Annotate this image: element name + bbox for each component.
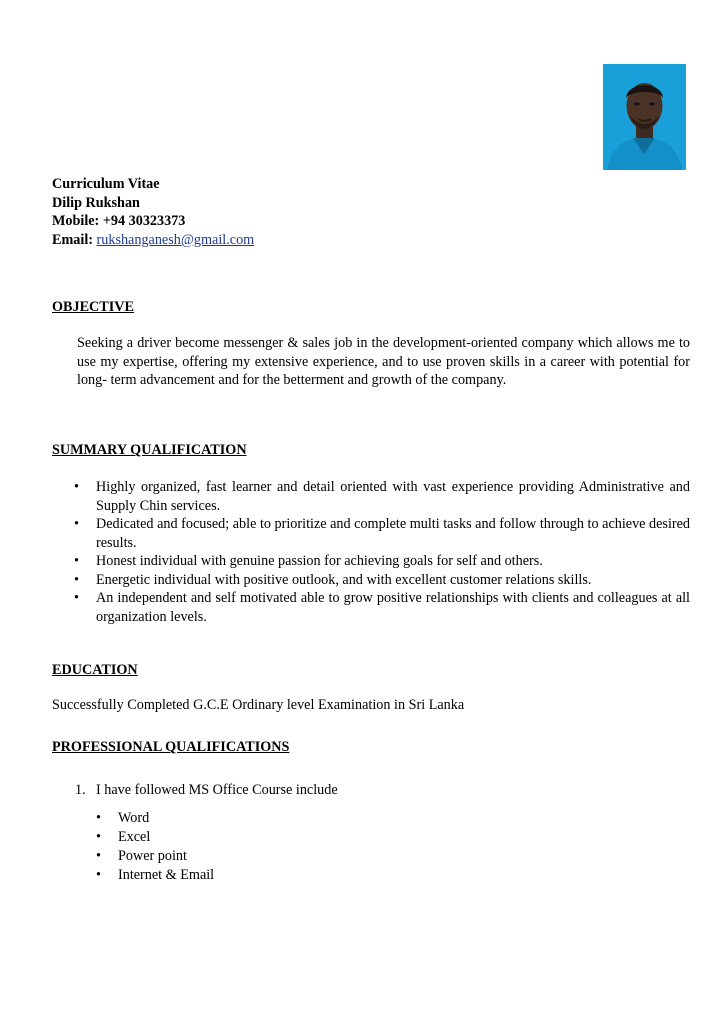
bullet-icon: • bbox=[74, 553, 79, 569]
profile-photo bbox=[603, 64, 686, 170]
education-heading: EDUCATION bbox=[52, 662, 138, 678]
list-item: • Internet & Email bbox=[96, 867, 215, 883]
list-item: • Honest individual with genuine passion for achieving goals for self and others. bbox=[74, 553, 543, 569]
document-title: Curriculum Vitae bbox=[52, 176, 160, 192]
list-item: • Excel bbox=[96, 829, 151, 845]
email-line bbox=[52, 231, 254, 250]
list-item: • An independent and self motivated able to grow positive relationships with clients and colleagues at all organization levels. bbox=[74, 590, 690, 625]
bullet-icon: • bbox=[74, 516, 79, 532]
list-item: • Highly organized, fast learner and detail oriented with vast experience providing Administrative and Supply Chin services. bbox=[74, 479, 690, 514]
numbered-item bbox=[75, 781, 338, 800]
bullet-icon: • bbox=[96, 867, 101, 883]
list-item: • Word bbox=[96, 810, 150, 826]
summary-heading: SUMMARY QUALIFICATION bbox=[52, 442, 247, 458]
objective-text: Seeking a driver become messenger & sales job in the development-oriented company which allows me to use my expertise, offering my extensive experience, and to use proven skills in a career with potential for long- term advancement and for the betterment and growth of the company. bbox=[77, 335, 690, 388]
bullet-icon: • bbox=[96, 829, 101, 845]
contact-header bbox=[52, 175, 254, 249]
email-link[interactable]: rukshanganesh@gmail.com bbox=[96, 231, 255, 248]
bullet-icon: • bbox=[74, 571, 79, 588]
mobile-line bbox=[52, 212, 254, 231]
list-item: • Power point bbox=[96, 848, 187, 864]
professional-heading: PROFESSIONAL QUALIFICATIONS bbox=[52, 739, 290, 755]
item-number: 1. bbox=[75, 782, 86, 798]
bullet-icon: • bbox=[96, 848, 101, 864]
objective-heading: OBJECTIVE bbox=[52, 299, 134, 315]
email-label: Email: bbox=[52, 231, 93, 248]
list-item: • Energetic individual with positive outlook, and with excellent customer relations skills. bbox=[74, 571, 592, 588]
bullet-icon: • bbox=[74, 479, 79, 495]
mobile-label: Mobile: bbox=[52, 213, 100, 229]
education-text: Successfully Completed G.C.E Ordinary level Examination in Sri Lanka bbox=[52, 697, 465, 713]
summary-list bbox=[52, 478, 690, 626]
course-list bbox=[96, 809, 214, 885]
item-text: I have followed MS Office Course include bbox=[96, 782, 338, 798]
bullet-icon: • bbox=[74, 590, 79, 606]
mobile-value: +94 30323373 bbox=[102, 213, 186, 229]
bullet-icon: • bbox=[96, 810, 101, 826]
list-item: • Dedicated and focused; able to prioritize and complete multi tasks and follow through to achieve desired results. bbox=[74, 516, 690, 551]
candidate-name: Dilip Rukshan bbox=[52, 194, 140, 211]
